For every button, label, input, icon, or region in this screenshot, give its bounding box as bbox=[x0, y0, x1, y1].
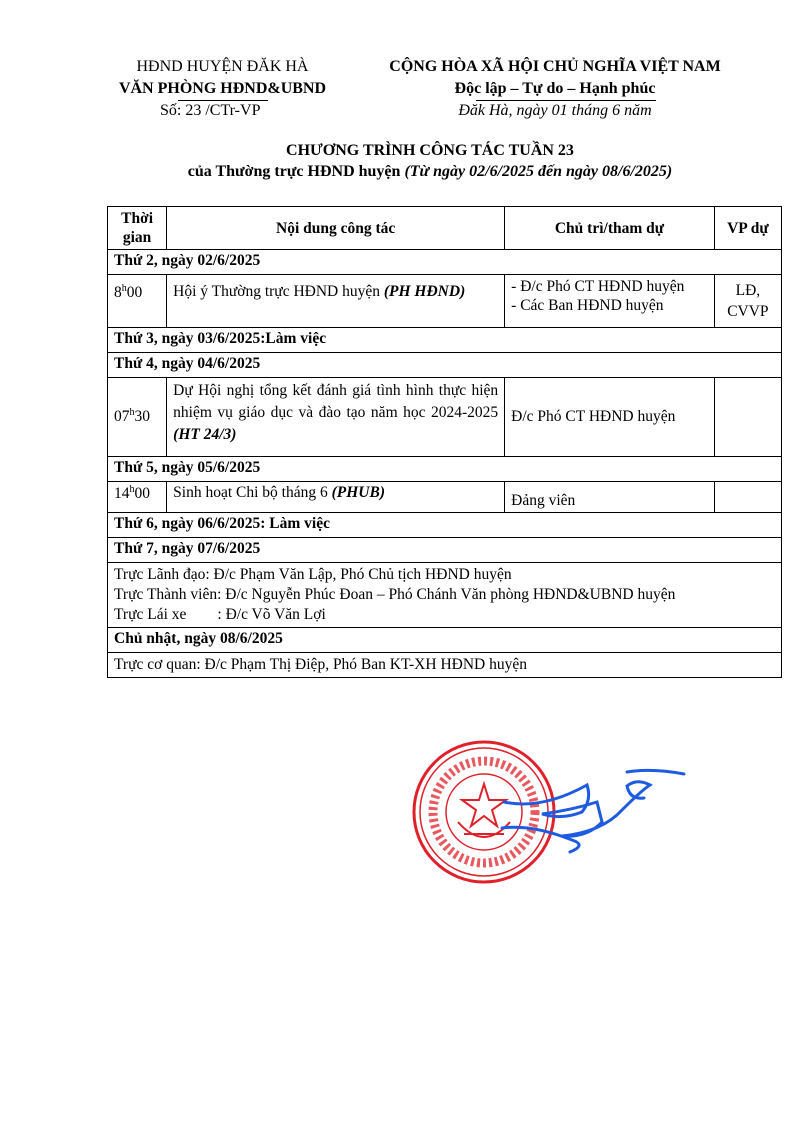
motto: Độc lập – Tự do – Hạnh phúc bbox=[454, 80, 656, 97]
row-vp bbox=[714, 378, 781, 457]
header-time-line2: gian bbox=[122, 229, 152, 246]
table-header-row bbox=[108, 207, 782, 250]
title-date-range: (Từ ngày 02/6/2025 đến ngày 08/6/2025) bbox=[404, 163, 673, 180]
duty-list bbox=[108, 563, 782, 628]
header-time bbox=[108, 207, 167, 250]
header-content: Nội dung công tác bbox=[167, 207, 505, 250]
row-time: 8$^h$00 bbox=[108, 275, 167, 328]
org-line1: HĐND HUYỆN ĐĂK HÀ bbox=[136, 58, 309, 75]
header-chu-tri: Chủ trì/tham dự bbox=[505, 207, 715, 250]
day-row bbox=[108, 328, 782, 353]
day-label: Thứ 7, ngày 07/6/2025 bbox=[108, 538, 782, 563]
document-title bbox=[100, 140, 760, 182]
day-label: Thứ 5, ngày 05/6/2025 bbox=[108, 457, 782, 482]
day-label: Thứ 3, ngày 03/6/2025:Làm việc bbox=[108, 328, 782, 353]
row-content: Hội ý Thường trực HĐND huyện (PH HĐND) bbox=[167, 275, 505, 328]
duty-driver: Trực Lái xe : Đ/c Võ Văn Lợi bbox=[114, 606, 326, 623]
table-row bbox=[108, 378, 782, 457]
day-row bbox=[108, 250, 782, 275]
official-seal bbox=[414, 742, 554, 882]
title-line1: CHƯƠNG TRÌNH CÔNG TÁC TUẦN 23 bbox=[286, 142, 574, 159]
place-date: Đăk Hà, ngày 01 tháng 6 năm bbox=[458, 102, 652, 119]
header-time-line1: Thời bbox=[121, 210, 154, 227]
day-row bbox=[108, 353, 782, 378]
row-chu-tri: - Đ/c Phó CT HĐND huyện - Các Ban HĐND huyện bbox=[505, 275, 715, 328]
row-vp: LĐ, CVVP bbox=[714, 275, 781, 328]
day-label: Thứ 4, ngày 04/6/2025 bbox=[108, 353, 782, 378]
duty-office: Trực cơ quan: Đ/c Phạm Thị Điệp, Phó Ban KT-XH HĐND huyện bbox=[108, 653, 782, 678]
official-seal-and-signature bbox=[412, 740, 702, 890]
doc-number: Số: 23 /CTr-VP bbox=[160, 102, 261, 119]
day-row bbox=[108, 457, 782, 482]
day-label: Thứ 6, ngày 06/6/2025: Làm việc bbox=[108, 513, 782, 538]
national-header-block bbox=[370, 56, 740, 122]
day-row bbox=[108, 538, 782, 563]
schedule-table bbox=[107, 206, 782, 678]
day-label: Chủ nhật, ngày 08/6/2025 bbox=[108, 628, 782, 653]
row-chu-tri: Đ/c Phó CT HĐND huyện bbox=[505, 378, 715, 457]
table-row bbox=[108, 275, 782, 328]
row-vp bbox=[714, 482, 781, 513]
title-line2-prefix: của Thường trực HĐND huyện bbox=[187, 163, 405, 180]
row-chu-tri: Đảng viên bbox=[505, 482, 715, 513]
row-time: 14$^h$00 bbox=[108, 482, 167, 513]
org-underline bbox=[178, 100, 268, 101]
duty-leader: Trực Lãnh đạo: Đ/c Phạm Văn Lập, Phó Chủ tịch HĐND huyện bbox=[114, 566, 512, 583]
title-line2 bbox=[100, 161, 760, 182]
duty-row bbox=[108, 563, 782, 628]
duty-row bbox=[108, 653, 782, 678]
header-vp: VP dự bbox=[714, 207, 781, 250]
row-content: Dự Hội nghị tổng kết đánh giá tình hình thực hiện nhiệm vụ giáo dục và đào tạo năm học 2024-2025 (HT 24/3) bbox=[167, 378, 505, 457]
day-row bbox=[108, 513, 782, 538]
day-label: Thứ 2, ngày 02/6/2025 bbox=[108, 250, 782, 275]
duty-member: Trực Thành viên: Đ/c Nguyễn Phúc Đoan – Phó Chánh Văn phòng HĐND&UBND huyện bbox=[114, 586, 676, 603]
issuing-org-block bbox=[110, 56, 335, 122]
table-row bbox=[108, 482, 782, 513]
row-time: 07$^h$30 bbox=[108, 378, 167, 457]
day-row bbox=[108, 628, 782, 653]
org-line2: VĂN PHÒNG HĐND&UBND bbox=[118, 80, 327, 97]
motto-underline bbox=[476, 100, 656, 101]
country-name: CỘNG HÒA XÃ HỘI CHỦ NGHĨA VIỆT NAM bbox=[389, 58, 721, 75]
row-content: Sinh hoạt Chi bộ tháng 6 (PHUB) bbox=[167, 482, 505, 513]
